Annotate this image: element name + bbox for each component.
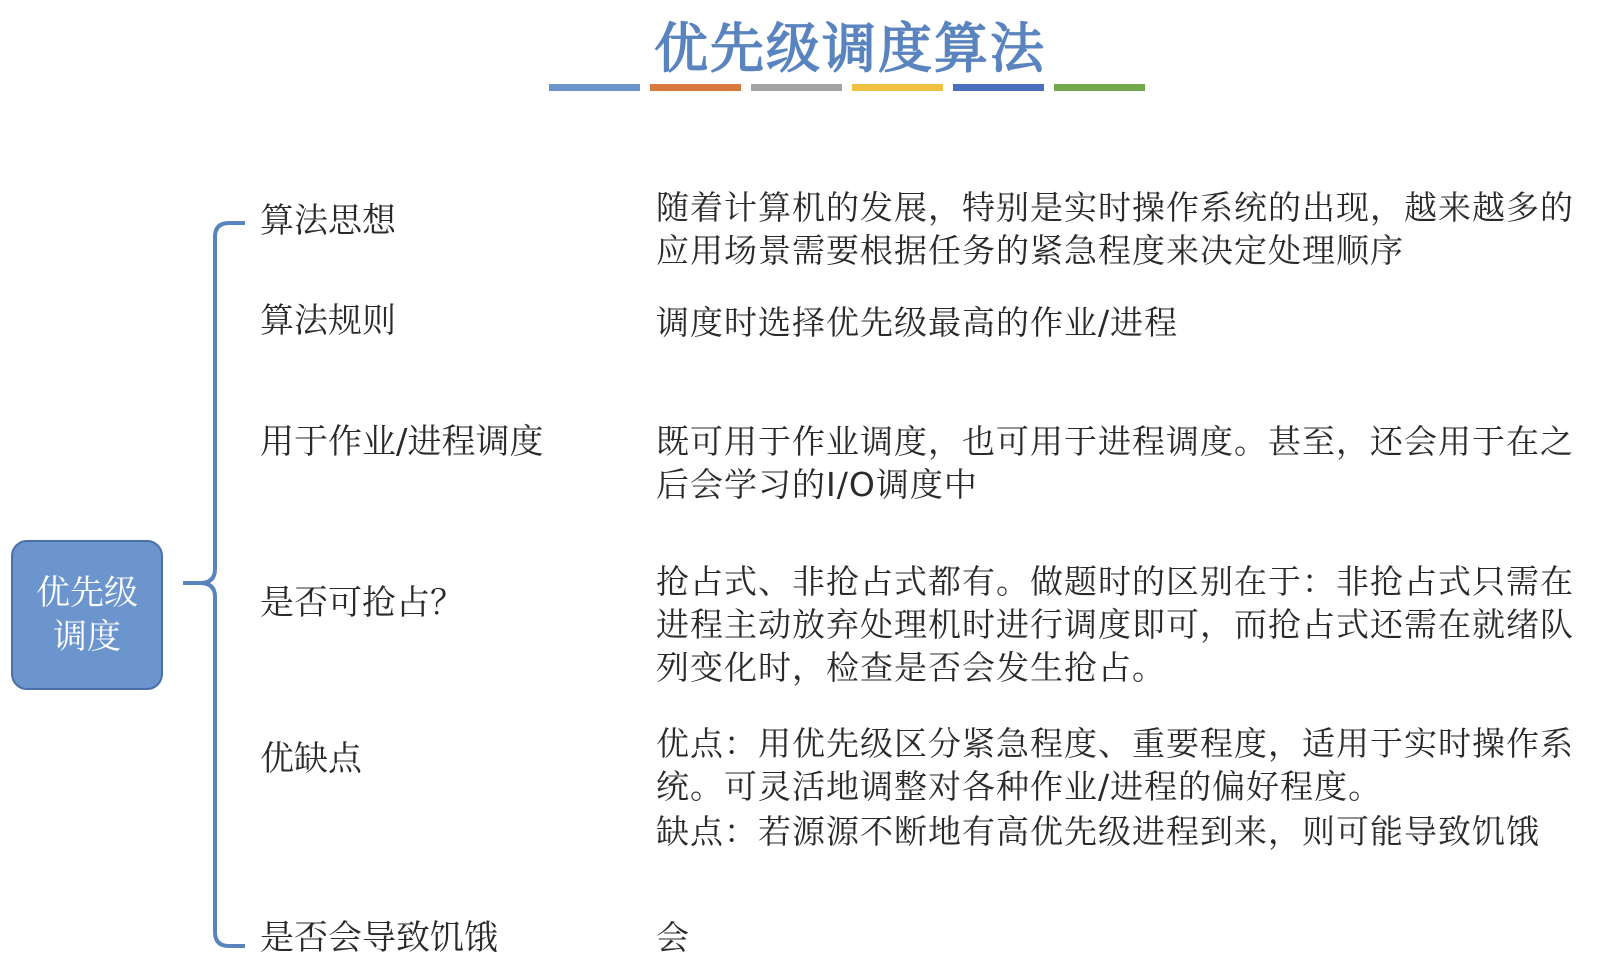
row-desc-rule xyxy=(656,301,1606,344)
row-desc-starvation xyxy=(656,916,1606,959)
row-label-idea: 算法思想 xyxy=(260,201,396,241)
row-label-usage: 用于作业/进程调度 xyxy=(260,422,544,462)
color-bar-yellow xyxy=(852,84,943,91)
row-desc-usage xyxy=(656,420,1606,506)
row-desc-cons-text: 缺点：若源源不断地有高优先级进程到来，则可能导致饥饿 xyxy=(656,812,1540,851)
root-node xyxy=(11,540,163,690)
color-bar-orange xyxy=(650,84,741,91)
row-desc-starvation-text: 会 xyxy=(656,918,690,957)
mind-map-bracket xyxy=(0,0,260,974)
row-desc-pros-cons xyxy=(656,722,1606,853)
color-bar-gray xyxy=(751,84,842,91)
row-label-preemptive: 是否可抢占？ xyxy=(260,583,464,623)
row-label-rule: 算法规则 xyxy=(260,301,396,341)
color-bar-blue xyxy=(549,84,640,91)
row-desc-preemptive-text: 抢占式、非抢占式都有。做题时的区别在于：非抢占式只需在进程主动放弃处理机时进行调度即可，而抢占式还需在就绪队列变化时，检查是否会发生抢占。 xyxy=(656,562,1574,687)
row-desc-pros-text: 优点：用优先级区分紧急程度、重要程度，适用于实时操作系统。可灵活地调整对各种作业/进程的偏好程度。 xyxy=(656,724,1574,806)
row-label-starvation: 是否会导致饥饿 xyxy=(260,918,498,958)
row-desc-rule-text: 调度时选择优先级最高的作业/进程 xyxy=(656,303,1179,342)
color-bar-dark-blue xyxy=(953,84,1044,91)
row-desc-idea xyxy=(656,186,1606,272)
row-label-pros-cons: 优缺点 xyxy=(260,739,362,779)
page-title: 优先级调度算法 xyxy=(654,17,1046,80)
color-bar-green xyxy=(1054,84,1145,91)
title-color-bars xyxy=(549,84,1145,91)
root-node-label: 优先级调度 xyxy=(36,573,138,657)
row-desc-idea-text: 随着计算机的发展，特别是实时操作系统的出现，越来越多的应用场景需要根据任务的紧急程度来决定处理顺序 xyxy=(656,188,1574,270)
row-desc-preemptive xyxy=(656,560,1606,689)
bracket-path xyxy=(183,223,245,946)
row-desc-usage-text: 既可用于作业调度，也可用于进程调度。甚至，还会用于在之后会学习的I/O调度中 xyxy=(656,422,1574,504)
